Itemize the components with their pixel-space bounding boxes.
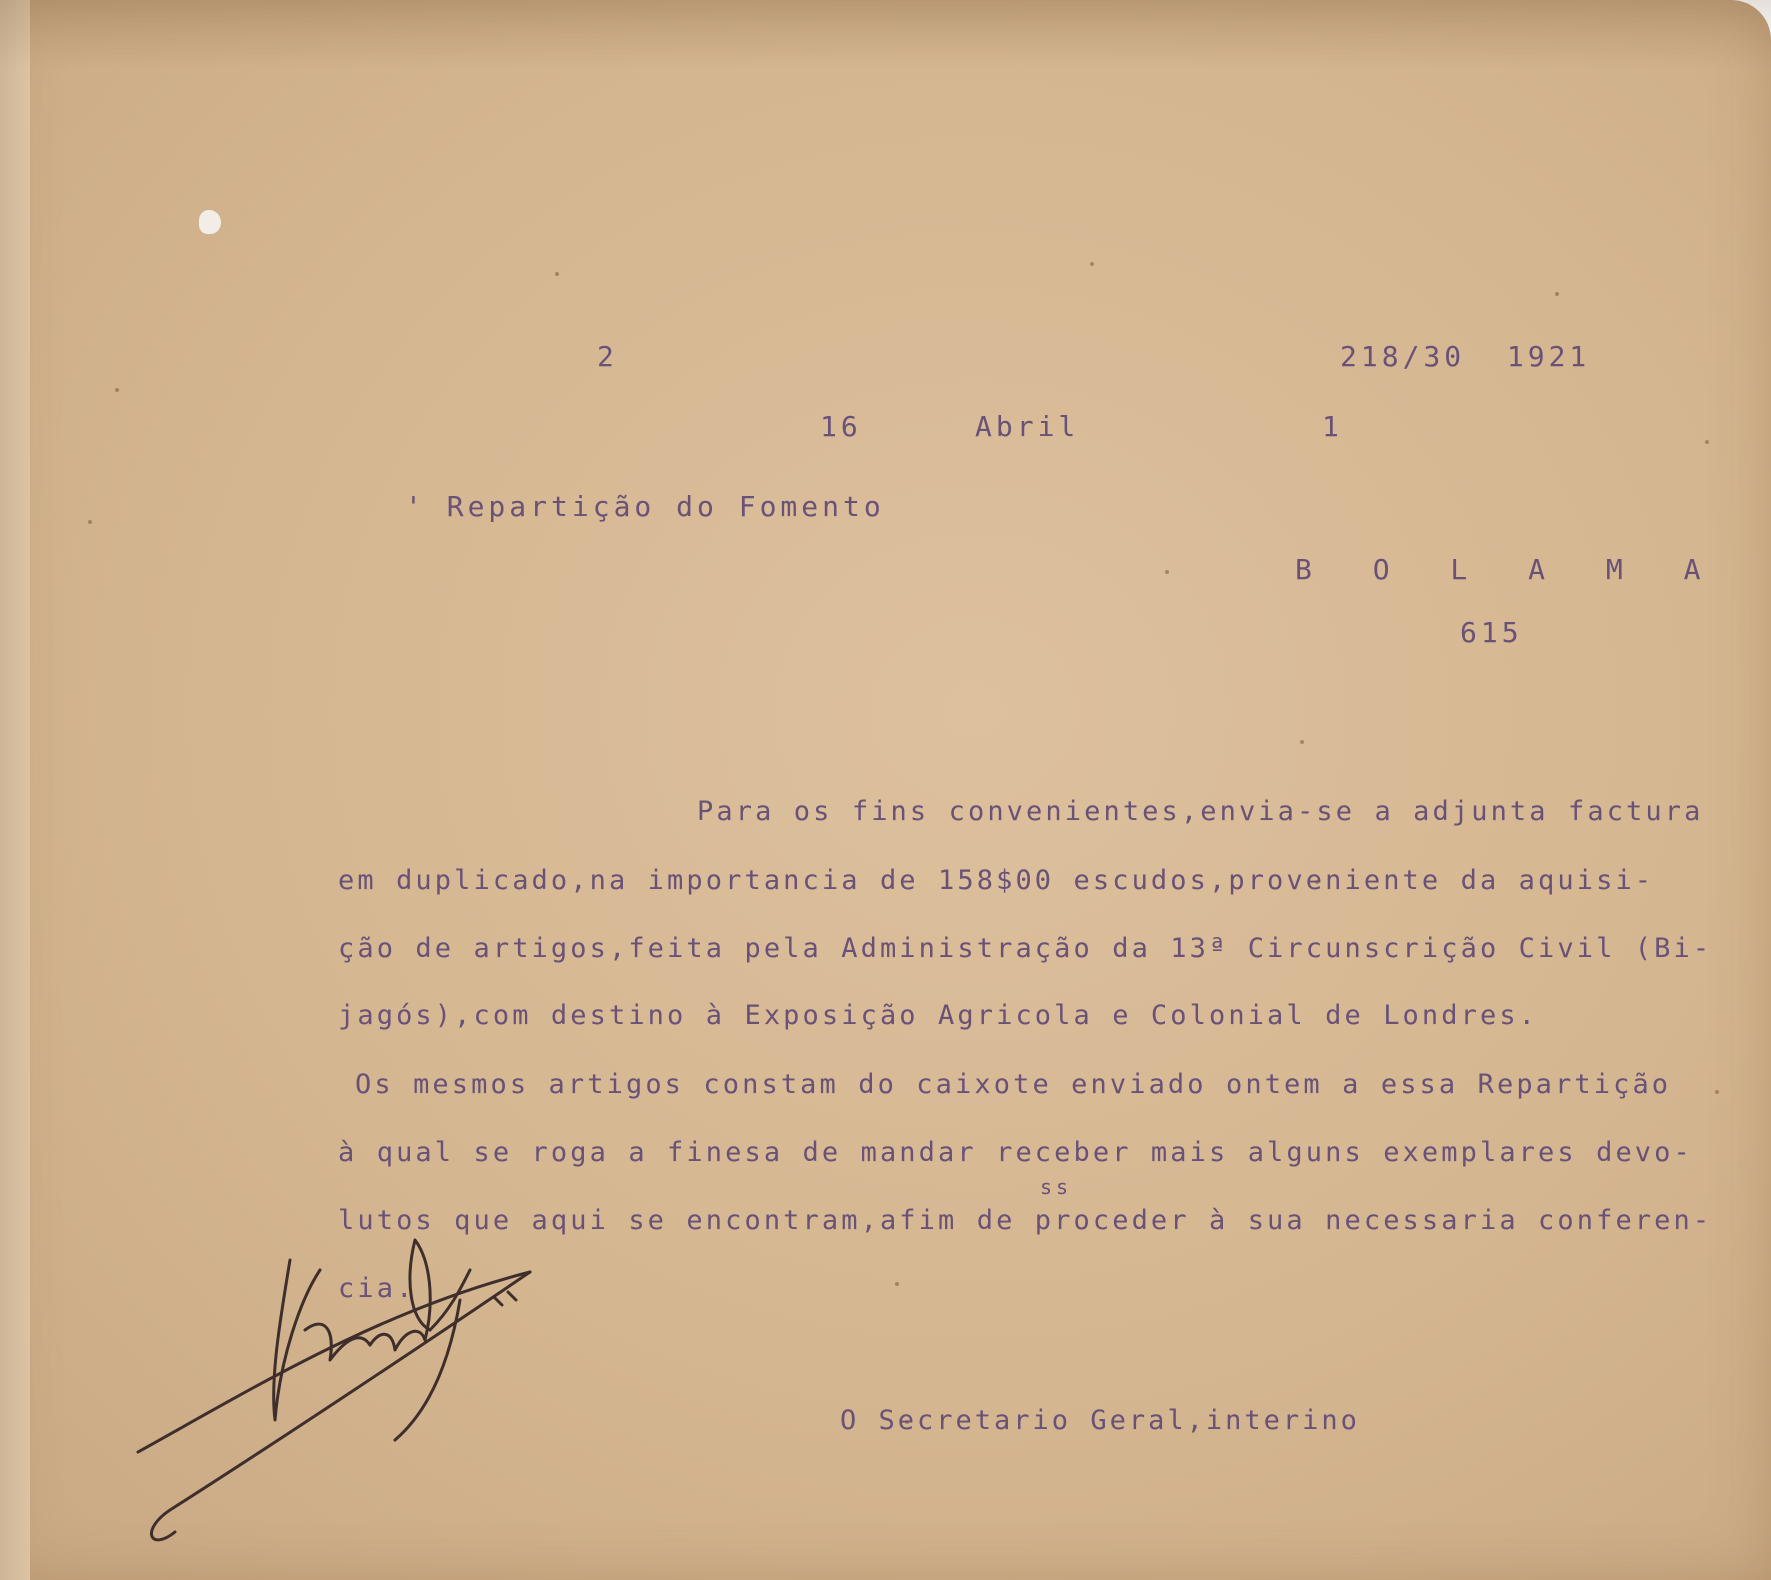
interlinear-correction: ss: [1040, 1175, 1073, 1199]
paper-speck: [1090, 262, 1094, 266]
reference-number: 218/30 1921: [1340, 340, 1591, 373]
paper-speck: [1300, 740, 1304, 744]
body-line: lutos que aqui se encontram,afim de proceder à sua necessaria conferen-: [338, 1205, 1713, 1236]
paper-speck: [88, 520, 92, 524]
body-line: à qual se roga a finesa de mandar receber mais alguns exemplares devo-: [338, 1137, 1693, 1168]
sheet-number: 2: [597, 340, 618, 373]
handwritten-signature: [130, 1180, 550, 1550]
date-day: 16: [820, 410, 862, 443]
date-month: Abril: [975, 410, 1080, 443]
paper-speck: [555, 272, 559, 276]
paper-speck: [1555, 292, 1559, 296]
page-top-shading: [0, 0, 1771, 70]
paper-hole: [199, 210, 221, 234]
body-line: ção de artigos,feita pela Administração da 13ª Circunscrição Civil (Bi-: [338, 933, 1713, 964]
paper-speck: [1715, 1090, 1719, 1094]
paper-speck: [115, 388, 119, 392]
paper-speck: [895, 1282, 899, 1286]
paper-speck: [1705, 440, 1709, 444]
signatory-title: O Secretario Geral,interino: [840, 1405, 1360, 1436]
body-line: cia.: [338, 1273, 416, 1304]
body-line: em duplicado,na importancia de 158$00 escudos,proveniente da aquisi-: [338, 865, 1655, 896]
body-line: Para os fins convenientes,envia-se a adjunta factura: [697, 796, 1704, 827]
series-number: 1: [1322, 410, 1343, 443]
document-number: 615: [1460, 616, 1523, 649]
body-line: Os mesmos artigos constam do caixote enviado ontem a essa Repartição: [355, 1069, 1672, 1100]
paper-speck: [1165, 570, 1169, 574]
body-line: jagós),com destino à Exposição Agricola e Colonial de Londres.: [338, 1000, 1539, 1031]
addressee-city: B O L A M A: [1295, 553, 1723, 586]
page-left-edge: [0, 0, 30, 1580]
addressee: ' Repartição do Fomento: [405, 490, 885, 523]
